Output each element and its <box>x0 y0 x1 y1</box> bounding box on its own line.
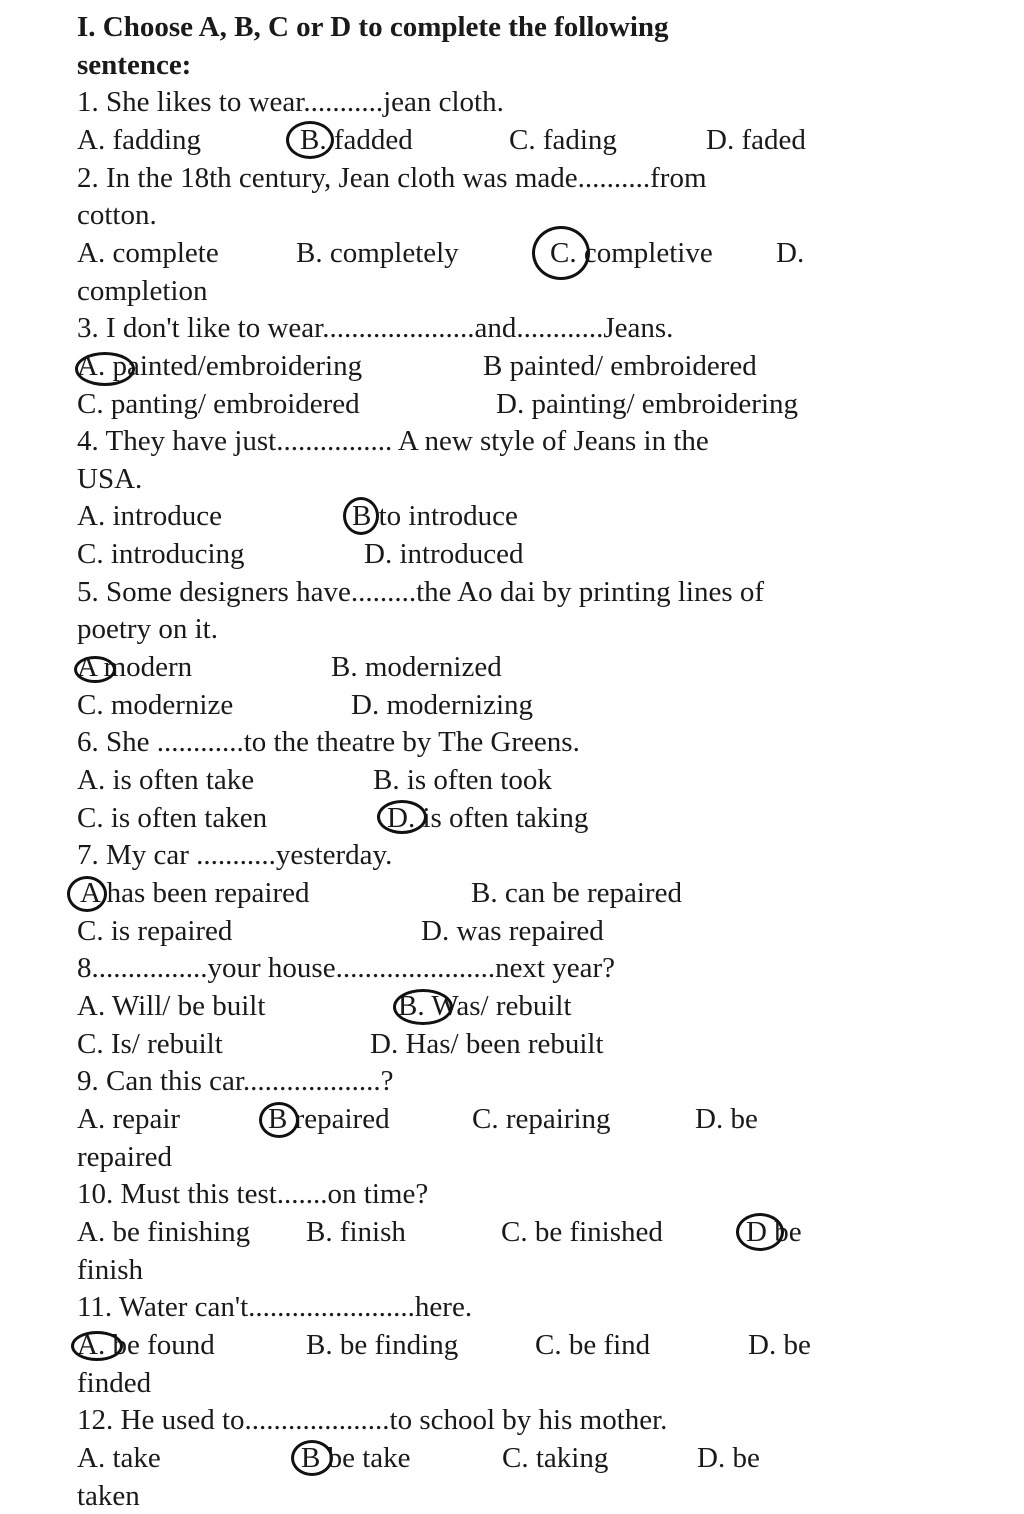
q2-option-d-continued: completion <box>77 275 208 307</box>
q2-option-a: A. complete <box>77 237 219 269</box>
q5-option-a: A modern <box>77 651 193 683</box>
q7-option-a: A has been repaired <box>80 877 310 909</box>
q9-option-d: D. be <box>695 1103 758 1135</box>
q2-option-d: D. <box>776 237 805 269</box>
q11-option-c: C. be find <box>535 1329 651 1361</box>
q7-option-b: B. can be repaired <box>471 877 682 909</box>
q1-option-a: A. fadding <box>77 124 202 156</box>
q7-option-d: D. was repaired <box>421 915 604 947</box>
question-8-stem: 8................your house......................next year? <box>77 952 616 984</box>
q8-option-c: C. Is/ rebuilt <box>77 1028 223 1060</box>
q7-answer-circle <box>67 876 107 912</box>
question-4-stem-line-1: 4. They have just................ A new style of Jeans in the <box>77 425 709 457</box>
q8-answer-circle <box>393 989 453 1025</box>
q1-answer-circle <box>286 121 334 159</box>
q10-option-d: D be <box>746 1216 802 1248</box>
q1-option-d: D. faded <box>706 124 806 156</box>
question-1-stem: 1. She likes to wear...........jean cloth. <box>77 86 504 118</box>
q6-answer-circle <box>377 800 427 834</box>
question-2-stem-line-1: 2. In the 18th century, Jean cloth was made..........from <box>77 162 707 194</box>
q12-option-c: C. taking <box>502 1442 609 1474</box>
q9-option-b: B repaired <box>268 1103 390 1135</box>
q12-option-d-continued: taken <box>77 1480 140 1512</box>
question-7-stem: 7. My car ...........yesterday. <box>77 839 393 871</box>
q10-option-a: A. be finishing <box>77 1216 251 1248</box>
q12-answer-circle <box>291 1440 333 1476</box>
q12-option-a: A. take <box>77 1442 161 1474</box>
q8-option-b: B. Was/ rebuilt <box>398 990 572 1022</box>
question-12-stem: 12. He used to....................to school by his mother. <box>77 1404 668 1436</box>
q10-option-c: C. be finished <box>501 1216 663 1248</box>
q4-answer-circle <box>343 497 379 535</box>
question-5-stem-line-1: 5. Some designers have.........the Ao dai by printing lines of <box>77 576 765 608</box>
q6-option-b: B. is often took <box>373 764 552 796</box>
q5-option-b: B. modernized <box>331 651 502 683</box>
q11-option-d-continued: finded <box>77 1367 152 1399</box>
q8-option-a: A. Will/ be built <box>77 990 266 1022</box>
q11-option-a: A. be found <box>77 1329 215 1361</box>
q3-option-d: D. painting/ embroidering <box>496 388 799 420</box>
q4-option-d: D. introduced <box>364 538 524 570</box>
q3-option-c: C. panting/ embroidered <box>77 388 360 420</box>
q7-option-c: C. is repaired <box>77 915 233 947</box>
q6-option-c: C. is often taken <box>77 802 268 834</box>
question-6-stem: 6. She ............to the theatre by The Greens. <box>77 726 580 758</box>
q4-option-b: B to introduce <box>352 500 518 532</box>
q5-option-c: C. modernize <box>77 689 234 721</box>
question-2-stem-line-2: cotton. <box>77 199 157 231</box>
q8-option-d: D. Has/ been rebuilt <box>370 1028 604 1060</box>
q2-answer-circle <box>532 226 590 280</box>
q2-option-b: B. completely <box>296 237 459 269</box>
q10-option-b: B. finish <box>306 1216 406 1248</box>
question-11-stem: 11. Water can't.......................here. <box>77 1291 473 1323</box>
q5-option-d: D. modernizing <box>351 689 534 721</box>
q10-option-d-continued: finish <box>77 1254 144 1286</box>
q11-answer-circle <box>71 1331 123 1361</box>
q9-option-c: C. repairing <box>472 1103 611 1135</box>
q5-answer-circle <box>74 656 116 683</box>
q4-option-c: C. introducing <box>77 538 245 570</box>
q12-option-d: D. be <box>697 1442 760 1474</box>
heading-line-1: I. Choose A, B, C or D to complete the following <box>77 11 669 43</box>
q6-option-d: D. is often taking <box>387 802 589 834</box>
q9-option-d-continued: repaired <box>77 1141 172 1173</box>
q10-answer-circle <box>736 1213 784 1251</box>
q11-option-b: B. be finding <box>306 1329 459 1361</box>
q6-option-a: A. is often take <box>77 764 255 796</box>
heading-line-2: sentence: <box>77 49 192 81</box>
q9-answer-circle <box>259 1102 299 1138</box>
question-9-stem: 9. Can this car...................? <box>77 1065 394 1097</box>
q11-option-d: D. be <box>748 1329 811 1361</box>
q12-option-b: B be take <box>301 1442 411 1474</box>
q1-option-c: C. fading <box>509 124 617 156</box>
question-3-stem: 3. I don't like to wear.....................and............Jeans. <box>77 312 674 344</box>
question-10-stem: 10. Must this test.......on time? <box>77 1178 429 1210</box>
question-4-stem-line-2: USA. <box>77 463 143 495</box>
q4-option-a: A. introduce <box>77 500 222 532</box>
q1-option-b: B. fadded <box>300 124 413 156</box>
q3-answer-circle <box>75 352 135 386</box>
q2-option-c: C. completive <box>550 237 713 269</box>
q9-option-a: A. repair <box>77 1103 181 1135</box>
q3-option-b: B painted/ embroidered <box>483 350 757 382</box>
question-5-stem-line-2: poetry on it. <box>77 613 218 645</box>
q3-option-a: A. painted/embroidering <box>77 350 363 382</box>
